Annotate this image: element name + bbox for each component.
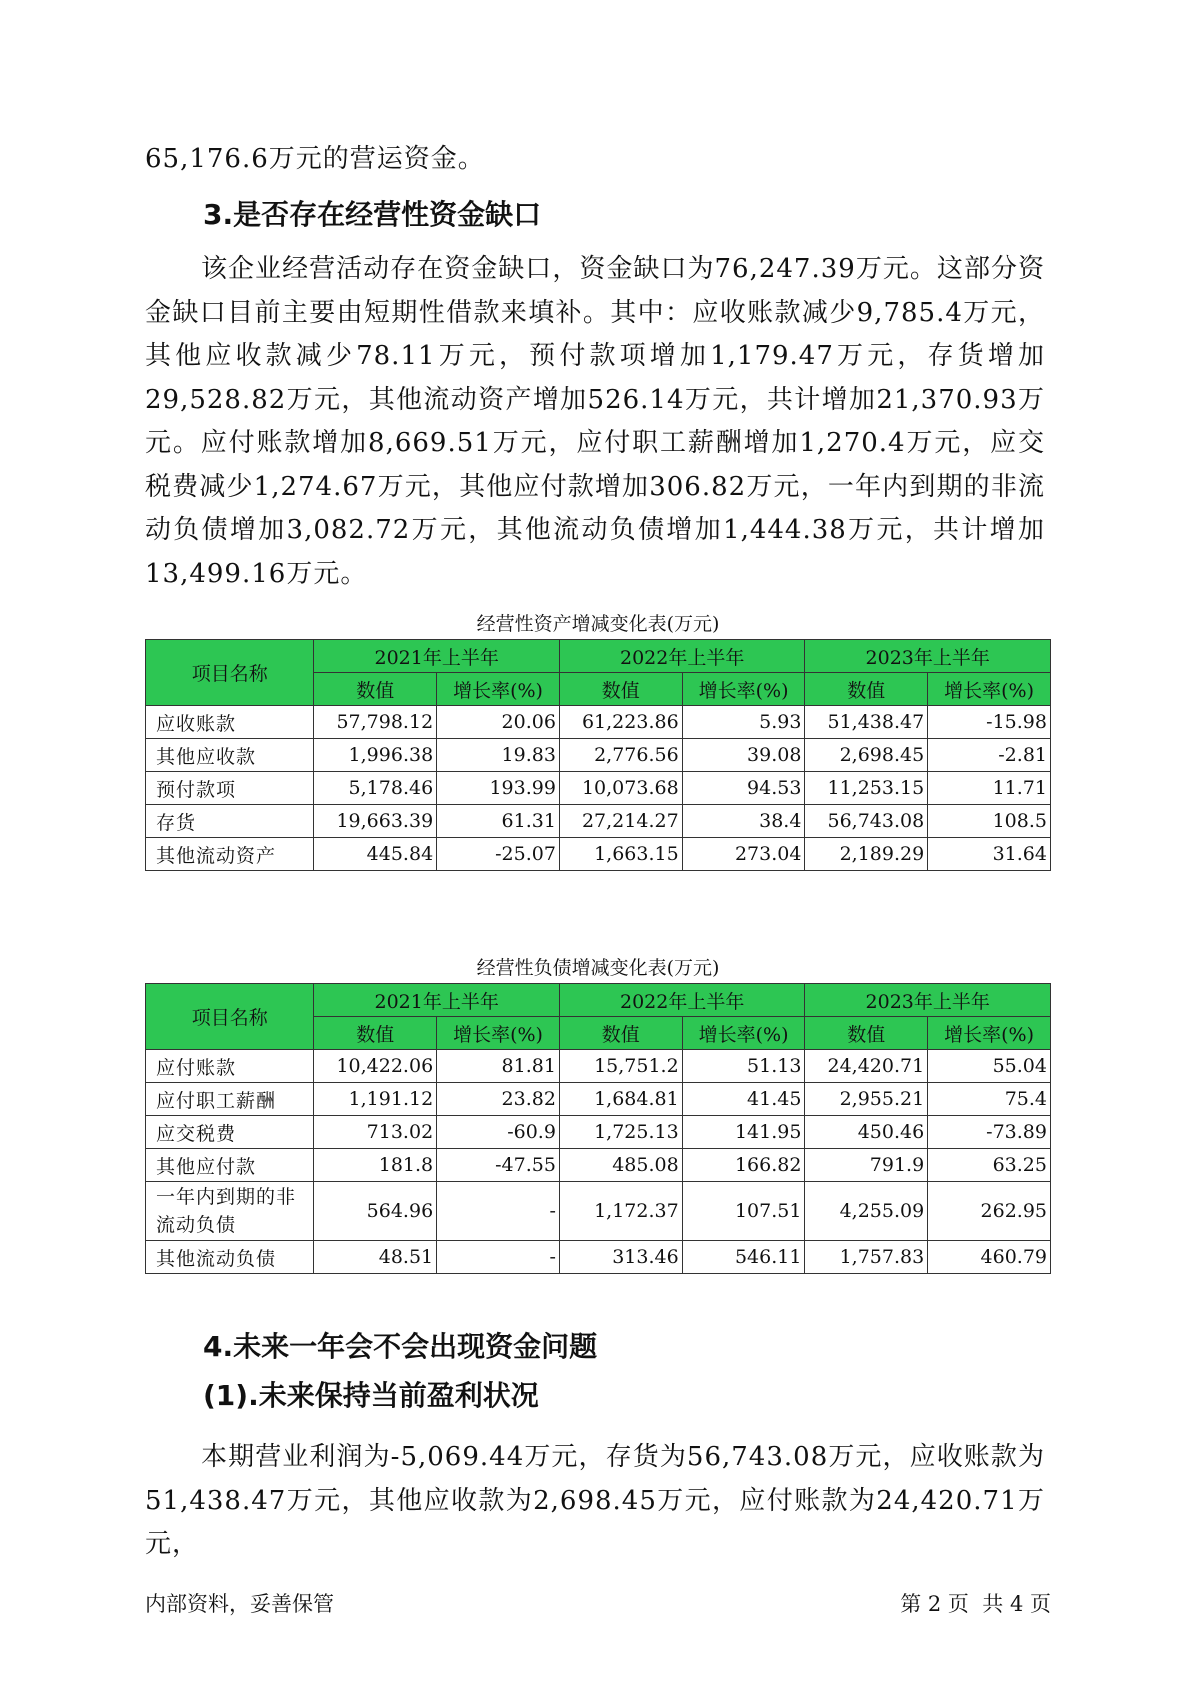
cell: 63.25 [928, 1149, 1051, 1182]
cell: 107.51 [682, 1182, 805, 1241]
cell: 51,438.47 [805, 706, 928, 739]
cell: 5,178.46 [314, 772, 437, 805]
cell: 141.95 [682, 1116, 805, 1149]
footer-page-number: 第 2 页 共 4 页 [900, 1592, 1051, 1616]
header-period-2021: 2021年上半年 [314, 640, 560, 673]
table-row [146, 739, 1051, 772]
table-row [146, 772, 1051, 805]
cell: 2,189.29 [805, 838, 928, 871]
cell: -73.89 [928, 1116, 1051, 1149]
cell: 20.06 [437, 706, 560, 739]
cell: 61,223.86 [559, 706, 682, 739]
cell: 450.46 [805, 1116, 928, 1149]
cell: 2,955.21 [805, 1083, 928, 1116]
cell: 94.53 [682, 772, 805, 805]
asset-table-caption: 经营性资产增减变化表(万元) [476, 613, 720, 635]
table-row [146, 805, 1051, 838]
cell: - [437, 1241, 560, 1274]
cell: 1,725.13 [559, 1116, 682, 1149]
cell: 485.08 [559, 1149, 682, 1182]
cell: 4,255.09 [805, 1182, 928, 1241]
header-growth: 增长率(%) [928, 1017, 1051, 1050]
header-growth: 增长率(%) [682, 1017, 805, 1050]
row-name: 应付职工薪酬 [146, 1083, 314, 1116]
cell: 57,798.12 [314, 706, 437, 739]
cell: 10,073.68 [559, 772, 682, 805]
header-value: 数值 [314, 673, 437, 706]
liability-change-table [145, 983, 1051, 1274]
cell: 2,776.56 [559, 739, 682, 772]
header-value: 数值 [805, 1017, 928, 1050]
cell: 445.84 [314, 838, 437, 871]
row-name: 预付款项 [146, 772, 314, 805]
row-name: 一年内到期的非流动负债 [146, 1182, 314, 1241]
liability-table-caption: 经营性负债增减变化表(万元) [476, 957, 720, 979]
row-name: 应付账款 [146, 1050, 314, 1083]
cell: 1,996.38 [314, 739, 437, 772]
header-item-name: 项目名称 [146, 984, 314, 1050]
row-name: 其他流动资产 [146, 838, 314, 871]
cell: 564.96 [314, 1182, 437, 1241]
header-growth: 增长率(%) [928, 673, 1051, 706]
header-value: 数值 [559, 1017, 682, 1050]
cell: - [437, 1182, 560, 1241]
table-row [146, 1050, 1051, 1083]
row-name: 应交税费 [146, 1116, 314, 1149]
header-value: 数值 [314, 1017, 437, 1050]
paragraph-working-capital: 65,176.6万元的营运资金。 [145, 144, 485, 174]
cell: 713.02 [314, 1116, 437, 1149]
header-growth: 增长率(%) [437, 1017, 560, 1050]
header-growth: 增长率(%) [682, 673, 805, 706]
cell: 55.04 [928, 1050, 1051, 1083]
header-period-2022: 2022年上半年 [559, 640, 805, 673]
header-period-2023: 2023年上半年 [805, 640, 1051, 673]
cell: 313.46 [559, 1241, 682, 1274]
heading-section-3: 3.是否存在经营性资金缺口 [203, 198, 542, 231]
row-name: 其他应付款 [146, 1149, 314, 1182]
cell: 193.99 [437, 772, 560, 805]
cell: 2,698.45 [805, 739, 928, 772]
cell: 11.71 [928, 772, 1051, 805]
cell: 23.82 [437, 1083, 560, 1116]
cell: 15,751.2 [559, 1050, 682, 1083]
header-period-2022: 2022年上半年 [559, 984, 805, 1017]
cell: -47.55 [437, 1149, 560, 1182]
row-name: 存货 [146, 805, 314, 838]
cell: 273.04 [682, 838, 805, 871]
heading-section-4: 4.未来一年会不会出现资金问题 [203, 1330, 598, 1363]
row-name: 应收账款 [146, 706, 314, 739]
footer-confidential-note: 内部资料，妥善保管 [145, 1592, 334, 1616]
table-row [146, 1241, 1051, 1274]
cell: 48.51 [314, 1241, 437, 1274]
header-value: 数值 [559, 673, 682, 706]
cell: 108.5 [928, 805, 1051, 838]
cell: -25.07 [437, 838, 560, 871]
cell: 31.64 [928, 838, 1051, 871]
cell: 262.95 [928, 1182, 1051, 1241]
table-row [146, 838, 1051, 871]
header-period-2021: 2021年上半年 [314, 984, 560, 1017]
cell: -15.98 [928, 706, 1051, 739]
cell: 75.4 [928, 1083, 1051, 1116]
cell: 10,422.06 [314, 1050, 437, 1083]
cell: 791.9 [805, 1149, 928, 1182]
cell: 24,420.71 [805, 1050, 928, 1083]
row-name: 其他应收款 [146, 739, 314, 772]
cell: 1,663.15 [559, 838, 682, 871]
table-row [146, 1083, 1051, 1116]
asset-change-table [145, 639, 1051, 871]
paragraph-profit-status: 本期营业利润为-5,069.44万元，存货为56,743.08万元，应收账款为51,438.47万元，其他应收款为2,698.45万元，应付账款为24,420.71万元， [145, 1442, 1045, 1559]
cell: 460.79 [928, 1241, 1051, 1274]
cell: 11,253.15 [805, 772, 928, 805]
cell: -2.81 [928, 739, 1051, 772]
cell: 39.08 [682, 739, 805, 772]
heading-subsection-4-1: (1).未来保持当前盈利状况 [203, 1379, 539, 1412]
table-row [146, 706, 1051, 739]
header-growth: 增长率(%) [437, 673, 560, 706]
row-name: 其他流动负债 [146, 1241, 314, 1274]
cell: 181.8 [314, 1149, 437, 1182]
paragraph-funding-gap: 该企业经营活动存在资金缺口，资金缺口为76,247.39万元。这部分资金缺口目前主要由短期性借款来填补。其中：应收账款减少9,785.4万元，其他应收款减少78.11万元，预付款项增加1,179.47万元，存货增加29,528.82万元，其他流动资产增加526.14万元，共计增加21,370.93万元。应付账款增加8,669.51万元，应付职工薪酬增加1,270.4万元，应交税费减少1,274.67万元，其他应付款增加306.82万元，一年内到期的非流动负债增加3,082.72万元，其他流动负债增加1,444.38万元，共计增加13,499.16万元。 [145, 254, 1045, 589]
cell: 5.93 [682, 706, 805, 739]
cell: 41.45 [682, 1083, 805, 1116]
cell: 1,757.83 [805, 1241, 928, 1274]
cell: -60.9 [437, 1116, 560, 1149]
cell: 81.81 [437, 1050, 560, 1083]
cell: 56,743.08 [805, 805, 928, 838]
cell: 546.11 [682, 1241, 805, 1274]
header-period-2023: 2023年上半年 [805, 984, 1051, 1017]
cell: 19,663.39 [314, 805, 437, 838]
cell: 1,191.12 [314, 1083, 437, 1116]
cell: 1,172.37 [559, 1182, 682, 1241]
header-item-name: 项目名称 [146, 640, 314, 706]
cell: 27,214.27 [559, 805, 682, 838]
cell: 51.13 [682, 1050, 805, 1083]
cell: 61.31 [437, 805, 560, 838]
cell: 1,684.81 [559, 1083, 682, 1116]
table-row [146, 1149, 1051, 1182]
cell: 38.4 [682, 805, 805, 838]
header-value: 数值 [805, 673, 928, 706]
table-row [146, 1116, 1051, 1149]
cell: 166.82 [682, 1149, 805, 1182]
cell: 19.83 [437, 739, 560, 772]
table-row [146, 1182, 1051, 1241]
